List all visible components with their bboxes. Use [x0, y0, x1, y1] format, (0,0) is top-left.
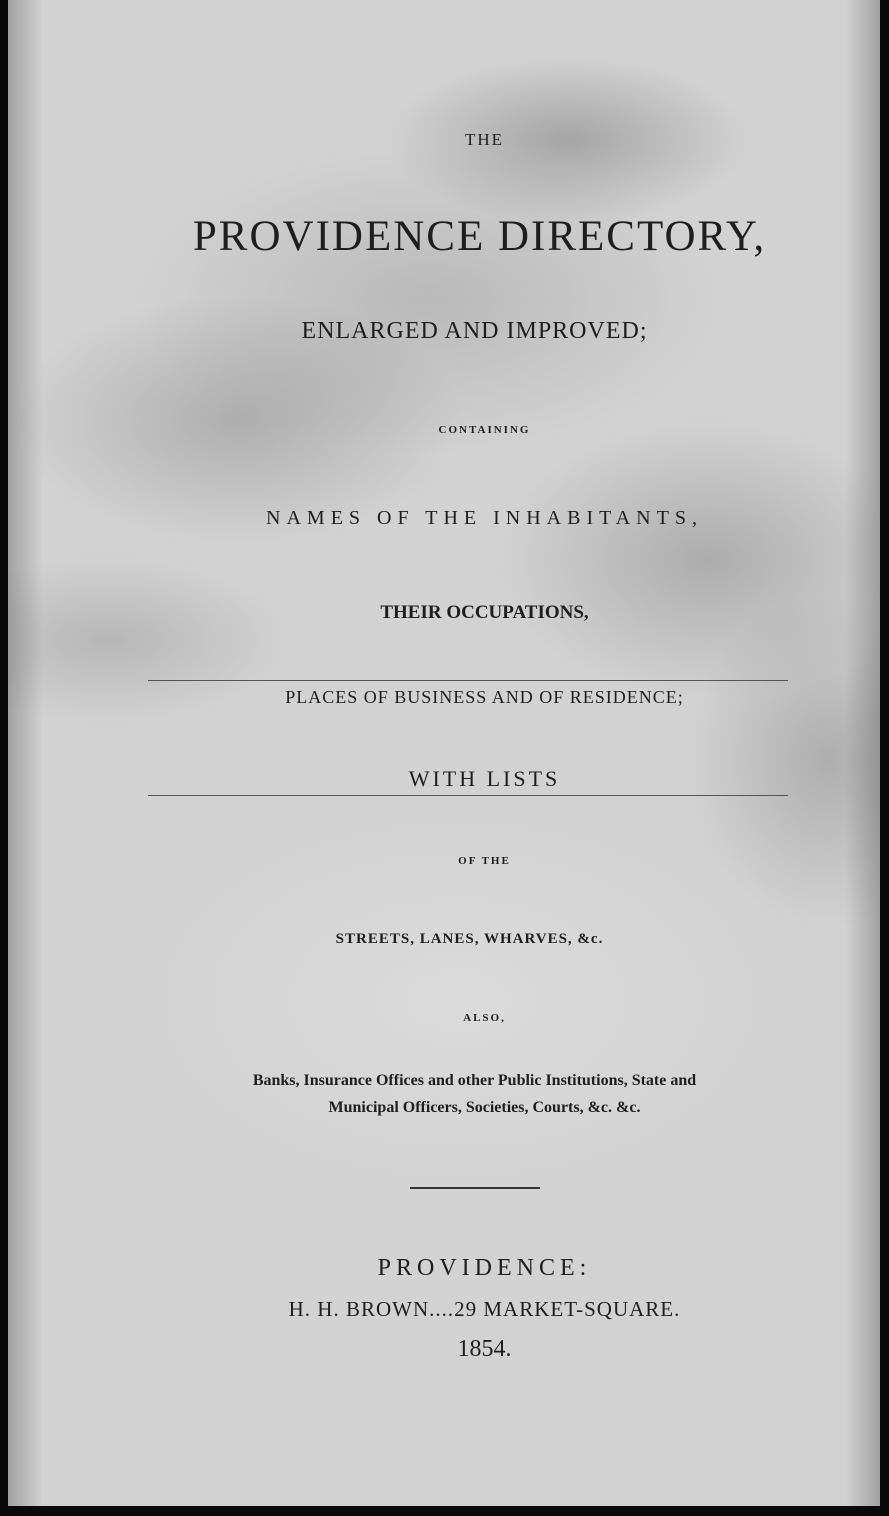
divider-rule-top — [148, 680, 788, 681]
with-lists-line: WITH LISTS — [408, 766, 561, 791]
of-the-label: OF THE — [458, 855, 511, 867]
names-line: NAMES OF THE INHABITANTS, — [266, 507, 703, 529]
title-article: THE — [464, 130, 505, 149]
page-edge-bottom — [0, 1506, 889, 1516]
imprint-year: 1854. — [457, 1336, 512, 1362]
streets-line: STREETS, LANES, WHARVES, &c. — [335, 931, 604, 947]
institutions-line-2: Municipal Officers, Societies, Courts, &c. &c. — [328, 1099, 641, 1116]
divider-rule-bottom — [148, 795, 788, 796]
containing-label: CONTAINING — [438, 424, 531, 436]
page-title: PROVIDENCE DIRECTORY, — [192, 213, 767, 260]
imprint-city: PROVIDENCE: — [377, 1255, 592, 1281]
page-subtitle: ENLARGED AND IMPROVED; — [301, 318, 648, 344]
institutions-line-1: Banks, Insurance Offices and other Public Institutions, State and — [252, 1072, 697, 1089]
places-line: PLACES OF BUSINESS AND OF RESIDENCE; — [285, 687, 684, 707]
also-label: ALSO, — [463, 1012, 506, 1024]
imprint-divider — [410, 1187, 540, 1189]
imprint-publisher: H. H. BROWN....29 MARKET-SQUARE. — [288, 1297, 681, 1321]
occupations-line: THEIR OCCUPATIONS, — [380, 602, 589, 623]
